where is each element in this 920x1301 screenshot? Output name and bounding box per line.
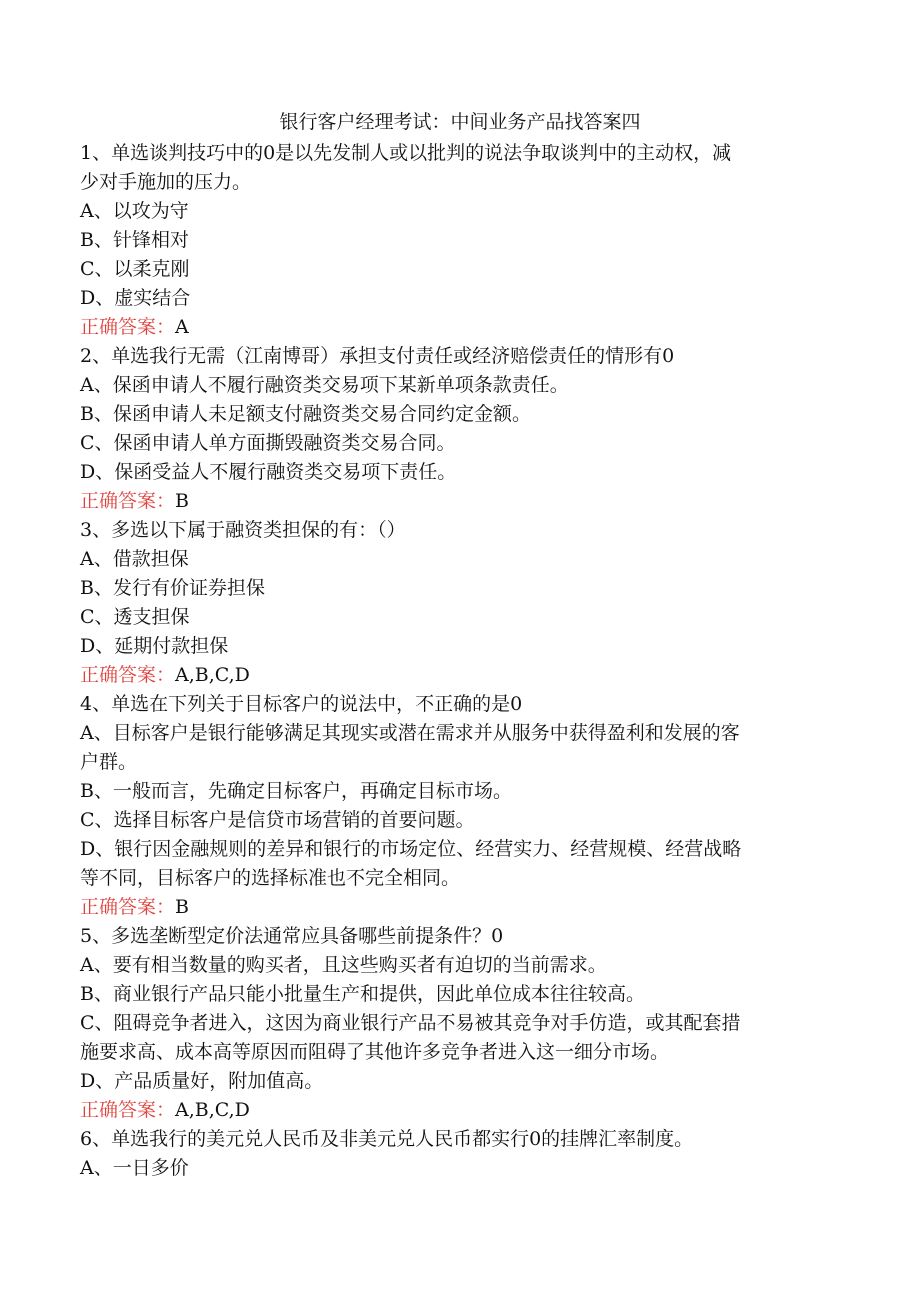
correct-answer bbox=[80, 487, 830, 516]
option-a-continued: 户群。 bbox=[80, 751, 138, 773]
option-b: B、一般而言，先确定目标客户，再确定目标市场。 bbox=[80, 780, 512, 802]
option-b: B、商业银行产品只能小批量生产和提供，因此单位成本往往较高。 bbox=[80, 983, 645, 1005]
question-2 bbox=[80, 342, 830, 516]
option-a: A、保函申请人不履行融资类交易项下某新单项条款责任。 bbox=[80, 374, 569, 396]
option-c-continued: 施要求高、成本高等原因而阻碍了其他许多竞争者进入这一细分市场。 bbox=[80, 1041, 670, 1063]
option-b: B、发行有价证券担保 bbox=[80, 577, 265, 599]
option-c: C、透支担保 bbox=[80, 606, 190, 628]
option-b: B、针锋相对 bbox=[80, 229, 189, 251]
option-c: C、保函申请人单方面撕毁融资类交易合同。 bbox=[80, 432, 456, 454]
question-6 bbox=[80, 1125, 830, 1183]
option-c: C、阻碍竞争者进入，这因为商业银行产品不易被其竞争对手仿造，或其配套措 bbox=[80, 1012, 741, 1034]
answer-value: A,B,C,D bbox=[175, 664, 250, 686]
option-c: C、选择目标客户是信贷市场营销的首要问题。 bbox=[80, 809, 475, 831]
answer-value: A bbox=[175, 316, 189, 338]
option-d-continued: 等不同，目标客户的选择标准也不完全相同。 bbox=[80, 867, 461, 889]
answer-label: 正确答案： bbox=[80, 490, 176, 512]
question-stem: 1、单选谈判技巧中的0是以先发制人或以批判的说法争取谈判中的主动权，减 bbox=[80, 142, 732, 164]
answer-label: 正确答案： bbox=[80, 1099, 176, 1121]
answer-label: 正确答案： bbox=[80, 896, 176, 918]
answer-value: A,B,C,D bbox=[175, 1099, 250, 1121]
correct-answer bbox=[80, 893, 830, 922]
answer-value: B bbox=[175, 896, 189, 918]
correct-answer bbox=[80, 1096, 830, 1125]
option-a: A、一日多价 bbox=[80, 1157, 189, 1179]
question-stem: 3、多选以下属于融资类担保的有：（） bbox=[80, 519, 406, 541]
question-5 bbox=[80, 922, 830, 1125]
question-1 bbox=[80, 139, 830, 342]
page-title: 银行客户经理考试：中间业务产品找答案四 bbox=[279, 111, 641, 133]
question-stem: 5、多选垄断型定价法通常应具备哪些前提条件？0 bbox=[80, 925, 504, 947]
option-a: A、借款担保 bbox=[80, 548, 189, 570]
option-d: D、延期付款担保 bbox=[80, 635, 229, 657]
question-4 bbox=[80, 690, 830, 922]
option-a: A、目标客户是银行能够满足其现实或潜在需求并从服务中获得盈利和发展的客 bbox=[80, 722, 740, 744]
question-stem: 4、单选在下列关于目标客户的说法中，不正确的是0 bbox=[80, 693, 523, 715]
option-a: A、以攻为守 bbox=[80, 200, 189, 222]
option-d: D、银行因金融规则的差异和银行的市场定位、经营实力、经营规模、经营战略 bbox=[80, 838, 742, 860]
option-b: B、保函申请人未足额支付融资类交易合同约定金额。 bbox=[80, 403, 531, 425]
option-d: D、保函受益人不履行融资类交易项下责任。 bbox=[80, 461, 457, 483]
question-stem-continued: 少对手施加的压力。 bbox=[80, 171, 252, 193]
correct-answer bbox=[80, 313, 830, 342]
option-d: D、产品质量好，附加值高。 bbox=[80, 1070, 324, 1092]
correct-answer bbox=[80, 661, 830, 690]
option-d: D、虚实结合 bbox=[80, 287, 191, 309]
option-a: A、要有相当数量的购买者，且这些购买者有迫切的当前需求。 bbox=[80, 954, 607, 976]
answer-label: 正确答案： bbox=[80, 316, 176, 338]
question-3 bbox=[80, 516, 830, 690]
answer-label: 正确答案： bbox=[80, 664, 176, 686]
answer-value: B bbox=[175, 490, 189, 512]
question-stem: 6、单选我行的美元兑人民币及非美元兑人民币都实行0的挂牌汇率制度。 bbox=[80, 1128, 694, 1150]
question-stem: 2、单选我行无需（江南博哥）承担支付责任或经济赔偿责任的情形有0 bbox=[80, 345, 675, 367]
option-c: C、以柔克刚 bbox=[80, 258, 190, 280]
